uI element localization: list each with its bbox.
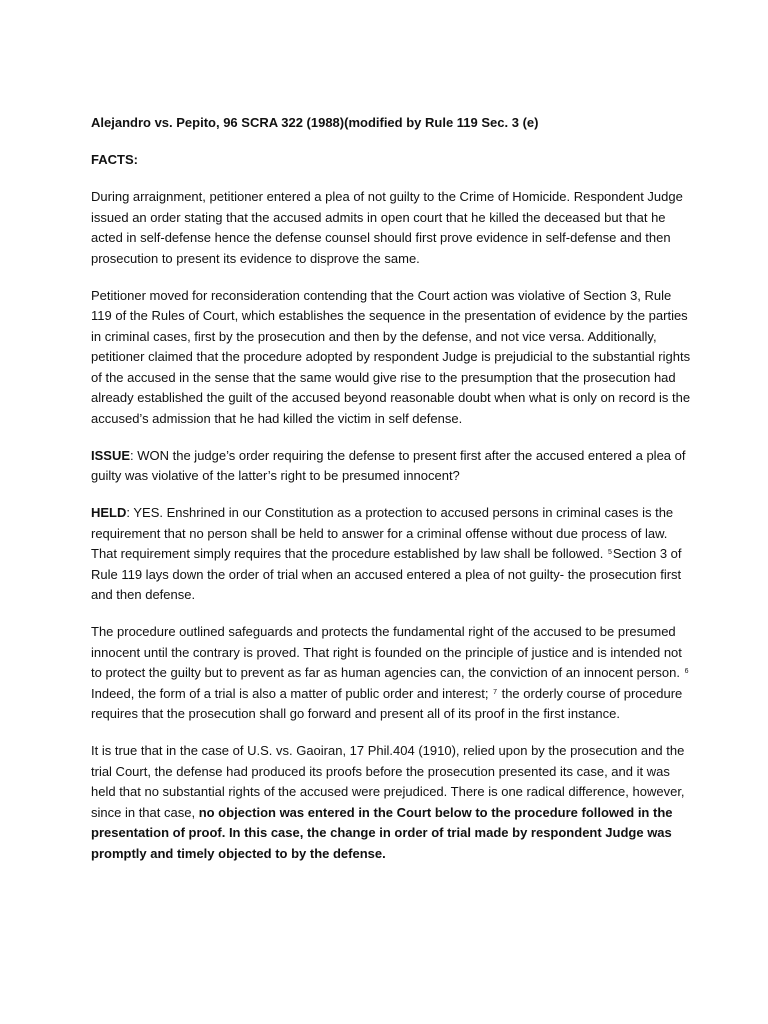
gaoiran-text: It is true that in the case of U.S. vs. Gaoiran, 17 Phil.404 (1910), relied upon by the prosecution and the trial Court, the defense had produced its proofs before the prosecution presented its case, and it was held that no substantial rights of the accused were prejudiced. There is one radical difference, however, since in that case, (91, 743, 685, 820)
facts-paragraph-2: Petitioner moved for reconsideration contending that the Court action was violative of Section 3, Rule 119 of the Rules of Court, which establishes the sequence in the presentation of evidence by the parties in criminal cases, first by the prosecution and then by the defense, and not vice versa. Additionally, petitioner claimed that the procedure adopted by respondent Judge is prejudicial to the substantial rights of the accused in the sense that the same would give rise to the presumption that the prosecution had already established the guilt of the accused beyond reasonable doubt when what is only on record is the accused’s admission that he had killed the victim in self defense. (91, 287, 691, 426)
procedure-text-b: Indeed, the form of a trial is also a matter of public order and interest; (91, 685, 489, 701)
procedure-paragraph (91, 622, 691, 725)
footnote-marker-6: 6 (684, 668, 689, 675)
footnote-marker-5: 5 (607, 549, 612, 556)
issue-text: : WON the judge’s order requiring the defense to present first after the accused entered a plea of guilty was violative of the latter’s right to be presumed innocent? (91, 447, 686, 483)
footnote-marker-7: 7 (493, 688, 497, 696)
held-text-a: : YES. Enshrined in our Constitution as a protection to accused persons in criminal cases is the requirement that no person shall be held to answer for a criminal offense without due process of law. That requirement simply requires that the procedure established by law shall be followed. (91, 505, 674, 561)
procedure-text-a: The procedure outlined safeguards and protects the fundamental right of the accused to be presumed innocent until the contrary is proved. That right is founded on the principle of justice and is intended not to protect the guilty but to prevent as far as human agencies can, the conviction of an innocent person. (91, 624, 682, 680)
issue-paragraph (91, 446, 691, 487)
gaoiran-bold-text: no objection was entered in the Court below to the procedure followed in the presentation of proof. In this case, the change in order of trial made by respondent Judge was promptly and timely objected to by the defense. (91, 804, 673, 861)
held-label: HELD (91, 505, 127, 520)
issue-label: ISSUE (91, 447, 131, 463)
held-paragraph (91, 503, 691, 606)
document-page (91, 113, 691, 881)
held-text-b: Section 3 of Rule 119 lays down the order of trial when an accused entered a plea of not guilty- the prosecution first and then defense. (91, 546, 682, 602)
case-title: Alejandro vs. Pepito, 96 SCRA 322 (1988)(modified by Rule 119 Sec. 3 (e) (91, 115, 539, 130)
facts-heading: FACTS: (91, 152, 138, 167)
procedure-text-c: the orderly course of procedure requires that the prosecution shall go forward and present all of its proof in the first instance. (91, 685, 683, 721)
facts-paragraph-1: During arraignment, petitioner entered a plea of not guilty to the Crime of Homicide. Respondent Judge issued an order stating that the accused admits in open court that he killed the deceased but that he acted in self-defense hence the defense counsel should first prove evidence in self-defense and then prosecution to present its evidence to disprove the same. (91, 189, 683, 266)
gaoiran-paragraph (91, 741, 691, 864)
